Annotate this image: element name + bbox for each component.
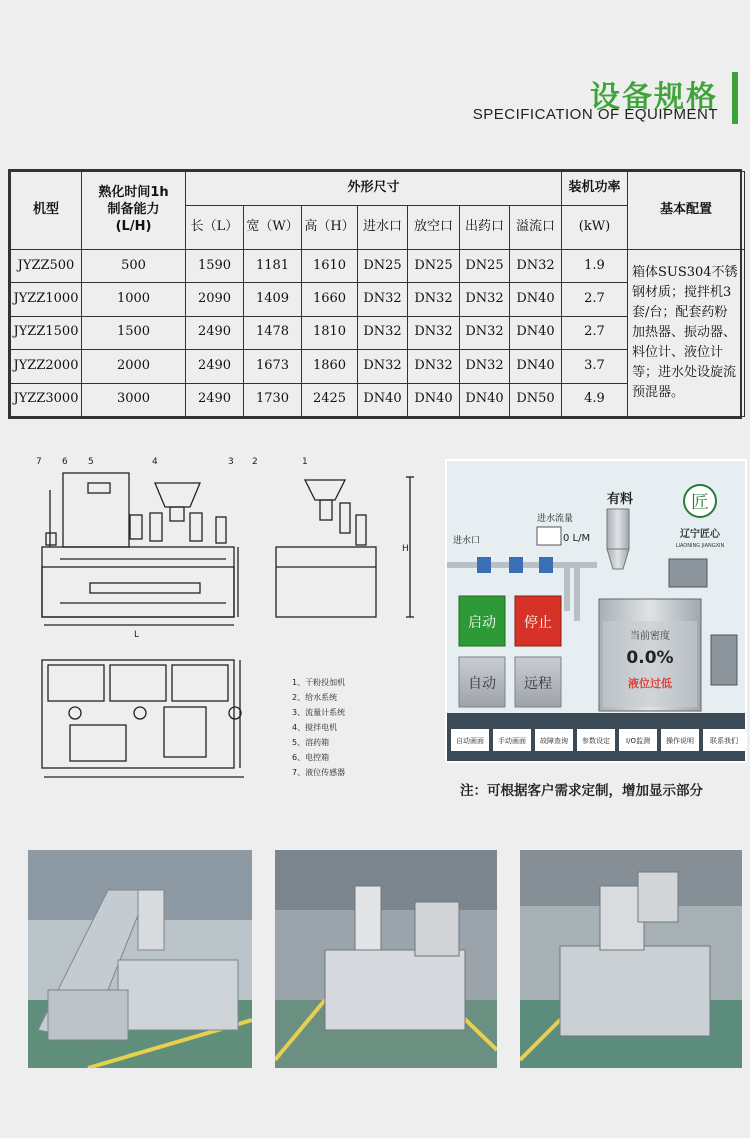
cell-model: JYZZ500 [11,250,82,283]
valve-icon [477,557,491,573]
stop-button[interactable] [515,596,561,646]
valve-icon [509,557,523,573]
cell-model: JYZZ2000 [11,350,82,383]
stop-label: 停止 [524,615,552,631]
cell-outlet: DN32 [460,350,510,383]
callout-7: 7 [36,457,42,467]
cell-height: 2425 [302,383,358,417]
cell-length: 2090 [186,283,244,316]
auto-label: 自动 [468,676,496,692]
brand-subtitle: LIAONING JIANGXIN [675,543,725,549]
flow-label: 进水流量 [537,514,574,524]
cell-config: 箱体SUS304不锈钢材质；搅拌机3套/台；配套药粉加热器、振动器、料位计、液位计等；进水处设旋流预混器。 [628,250,745,417]
cell-outlet: DN40 [460,383,510,417]
cell-capacity: 500 [82,250,186,283]
section-subtitle: SPECIFICATION OF EQUIPMENT [472,106,718,123]
cell-drain: DN25 [408,250,460,283]
cell-model: JYZZ1500 [11,316,82,349]
cell-length: 2490 [186,316,244,349]
header-power: 装机功率 [562,172,628,206]
callout-6: 6 [62,457,68,467]
header-outlet: 出药口 [460,206,510,250]
header-overflow: 溢流口 [510,206,562,250]
cell-height: 1860 [302,350,358,383]
cell-model: JYZZ3000 [11,383,82,417]
cell-width: 1409 [244,283,302,316]
cell-capacity: 1500 [82,316,186,349]
cell-overflow: DN32 [510,250,562,283]
legend-item: 5、溶药箱 [292,738,330,747]
drawing-legend [292,677,345,777]
cell-height: 1660 [302,283,358,316]
cell-overflow: DN40 [510,350,562,383]
equipment-photo-2 [275,850,497,1068]
cell-length: 2490 [186,383,244,417]
cell-drain: DN32 [408,350,460,383]
cell-power: 4.9 [562,383,628,417]
header-model: 机型 [11,172,82,250]
cell-power: 2.7 [562,316,628,349]
legend-item: 6、电控箱 [292,753,330,762]
tab-manual-screen[interactable]: 手动画面 [498,737,526,745]
cell-length: 1590 [186,250,244,283]
cell-power: 3.7 [562,350,628,383]
tab-instructions[interactable]: 操作说明 [666,737,694,745]
remote-button[interactable] [515,657,561,707]
header-capacity: 熟化时间1h 制备能力 (L/H) [82,172,186,250]
header-dimensions: 外形尺寸 [186,172,562,206]
callout-1: 1 [302,457,308,467]
legend-item: 3、流量计系统 [292,708,346,717]
cell-outlet: DN32 [460,316,510,349]
dimension-h: H [402,544,409,554]
valve-icon [539,557,553,573]
cell-overflow: DN40 [510,283,562,316]
legend-item: 4、搅拌电机 [292,723,338,732]
cell-outlet: DN32 [460,283,510,316]
density-label: 当前密度 [630,631,670,642]
legend-item: 1、干粉投加机 [292,678,346,687]
callout-2: 2 [252,457,258,467]
start-button[interactable] [459,596,505,646]
remote-label: 远程 [524,676,552,692]
cell-inlet: DN25 [358,250,408,283]
header-inlet: 进水口 [358,206,408,250]
tab-fault-query[interactable]: 故障查询 [540,737,568,745]
table-row [11,250,745,283]
tab-auto-screen[interactable]: 自动画面 [456,737,484,745]
cell-capacity: 3000 [82,383,186,417]
cell-overflow: DN40 [510,316,562,349]
equipment-photo-1 [28,850,252,1068]
cell-power: 2.7 [562,283,628,316]
flow-value: 0 L/M [563,533,591,544]
alarm-text: 液位过低 [628,677,672,690]
cell-model: JYZZ1000 [11,283,82,316]
auto-button[interactable] [459,657,505,707]
technical-drawing [30,455,420,795]
equipment-photo-3 [520,850,742,1068]
header-drain: 放空口 [408,206,460,250]
tab-io-monitor[interactable]: I/O监测 [626,737,650,745]
cell-inlet: DN32 [358,316,408,349]
hmi-screen [445,459,747,763]
cell-height: 1610 [302,250,358,283]
callout-5: 5 [88,457,94,467]
header-config: 基本配置 [628,172,745,250]
cell-drain: DN32 [408,283,460,316]
cell-outlet: DN25 [460,250,510,283]
inlet-label: 进水口 [453,536,481,546]
cell-drain: DN40 [408,383,460,417]
cell-capacity: 2000 [82,350,186,383]
brand-logo-char: 匠 [691,492,709,513]
header-width: 宽（W） [244,206,302,250]
cell-width: 1478 [244,316,302,349]
header-height: 高（H） [302,206,358,250]
start-label: 启动 [468,615,496,631]
density-value: 0.0% [626,648,674,668]
cell-capacity: 1000 [82,283,186,316]
callout-4: 4 [152,457,158,467]
header-power-unit: (kW) [562,206,628,250]
cell-inlet: DN40 [358,383,408,417]
section-title: 设备规格 [590,80,718,115]
brand-name: 辽宁匠心 [680,529,720,540]
cell-power: 1.9 [562,250,628,283]
callout-3: 3 [228,457,234,467]
cell-inlet: DN32 [358,350,408,383]
cell-width: 1730 [244,383,302,417]
cell-height: 1810 [302,316,358,349]
cell-length: 2490 [186,350,244,383]
hopper-label: 有料 [607,492,634,507]
customization-note: 注：可根据客户需求定制，增加显示部分 [460,783,703,799]
title-accent-bar [732,72,738,124]
legend-item: 7、液位传感器 [292,768,346,777]
cell-drain: DN32 [408,316,460,349]
dimension-l: L [134,630,140,640]
legend-item: 2、给水系统 [292,693,338,702]
cell-width: 1673 [244,350,302,383]
tab-contact[interactable]: 联系我们 [710,737,738,745]
spec-table [8,169,742,419]
cell-width: 1181 [244,250,302,283]
tab-parameters[interactable]: 参数设定 [582,737,610,745]
cell-overflow: DN50 [510,383,562,417]
header-length: 长（L） [186,206,244,250]
cell-inlet: DN32 [358,283,408,316]
